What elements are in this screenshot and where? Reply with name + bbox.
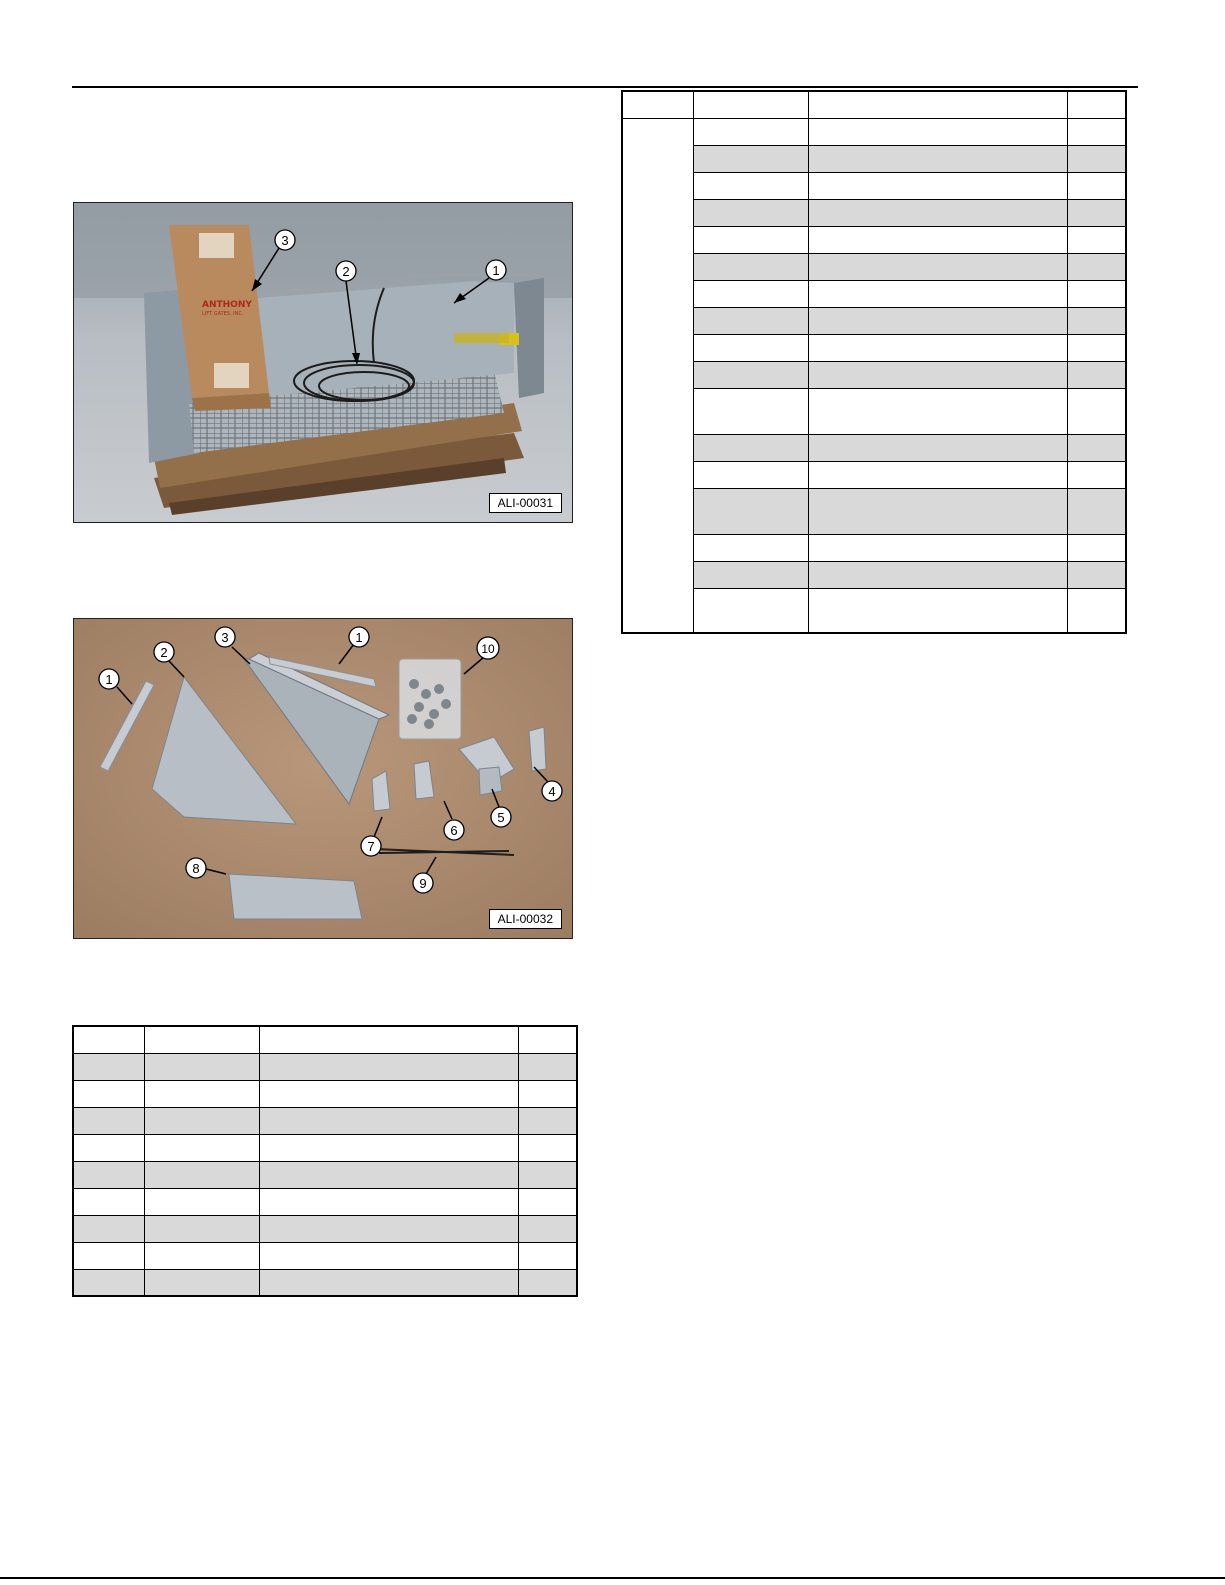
table-row: [622, 561, 1126, 588]
figure-id-label: ALI-00032: [489, 909, 562, 929]
table-row: [622, 199, 1126, 226]
figure-id-label: ALI-00031: [489, 493, 562, 513]
photo-parts-layout-image: [74, 619, 572, 938]
photo-liftgate-platform-image: [74, 203, 572, 522]
table-row: [73, 1269, 577, 1296]
svg-text:2: 2: [160, 645, 168, 660]
svg-text:3: 3: [221, 630, 229, 645]
parts-table-left: [72, 1025, 578, 1297]
table-row: [73, 1080, 577, 1107]
svg-text:8: 8: [192, 861, 200, 876]
table-row: [622, 588, 1126, 633]
table-row: [622, 488, 1126, 534]
svg-text:1: 1: [355, 630, 363, 645]
photo-parts-layout: [73, 618, 573, 939]
svg-text:1: 1: [492, 263, 500, 278]
table-row: [622, 334, 1126, 361]
svg-text:3: 3: [281, 233, 289, 248]
table-row: [622, 461, 1126, 488]
table-row: [73, 1215, 577, 1242]
table-row: [73, 1134, 577, 1161]
svg-text:5: 5: [497, 810, 505, 825]
table-row: [622, 388, 1126, 434]
svg-text:10: 10: [481, 642, 495, 656]
table-row: [622, 253, 1126, 280]
svg-text:9: 9: [419, 876, 427, 891]
svg-text:1: 1: [105, 672, 113, 687]
table-header-row: [622, 91, 1126, 118]
top-rule: [72, 86, 1138, 88]
merged-cell: [622, 118, 693, 633]
box-brand-sub: LIFT GATES, INC.: [202, 311, 244, 317]
box-brand: ANTHONY: [202, 300, 252, 310]
photo-liftgate-platform: [73, 202, 573, 523]
svg-text:6: 6: [450, 823, 458, 838]
table-row: [73, 1188, 577, 1215]
table-row: [622, 145, 1126, 172]
svg-text:2: 2: [342, 264, 350, 279]
table-row: [73, 1107, 577, 1134]
table-row: [622, 118, 1126, 145]
svg-text:4: 4: [548, 784, 556, 799]
svg-text:7: 7: [367, 839, 375, 854]
table-row: [622, 172, 1126, 199]
parts-table-right: [621, 90, 1127, 634]
table-row: [622, 361, 1126, 388]
table-row: [73, 1242, 577, 1269]
table-row: [622, 434, 1126, 461]
table-row: [73, 1053, 577, 1080]
table-row: [622, 534, 1126, 561]
table-row: [622, 307, 1126, 334]
table-row: [622, 226, 1126, 253]
table-row: [73, 1161, 577, 1188]
bottom-rule: [0, 1577, 1225, 1579]
table-header-row: [73, 1026, 577, 1053]
table-row: [622, 280, 1126, 307]
